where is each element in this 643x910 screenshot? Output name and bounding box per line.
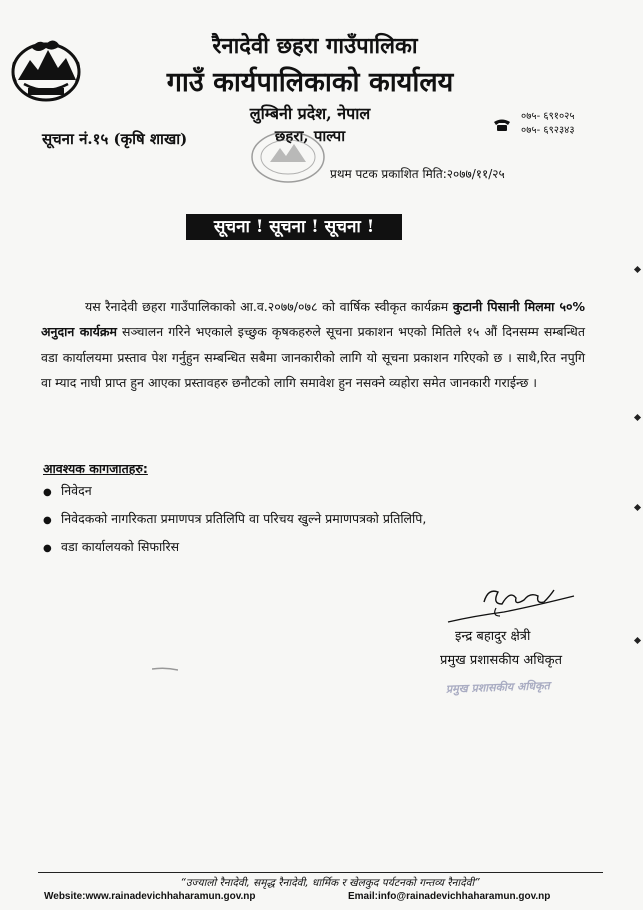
signer-name: इन्द्र बहादुर क्षेत्री	[455, 629, 531, 644]
province-line: लुम्बिनी प्रदेश, नेपाल	[249, 104, 371, 123]
footer-divider	[38, 872, 603, 873]
notice-banner: सूचना ! सूचना ! सूचना !	[186, 214, 402, 240]
bullet-icon: ●	[43, 515, 52, 526]
scan-edge-mark	[634, 414, 641, 421]
signature-icon	[444, 582, 580, 626]
required-documents-heading: आवश्यक कागजातहरु:	[43, 461, 148, 476]
list-item: ● निवेदकको नागरिकता प्रमाणपत्र प्रतिलिपि वा परिचय खुल्ने प्रमाणपत्रको प्रतिलिपि,	[43, 511, 427, 526]
scan-edge-mark	[634, 266, 641, 273]
scan-mark	[152, 667, 178, 671]
official-stamp: प्रमुख प्रशासकीय अधिकृत	[445, 679, 551, 696]
phone-number: ०७५- ६९१०२५	[521, 111, 575, 122]
phone-icon	[493, 118, 511, 132]
nepal-emblem-icon	[8, 32, 84, 104]
list-item: ● वडा कार्यालयको सिफारिस	[43, 539, 180, 554]
org-name: रैनादेवी छहरा गाउँपालिका	[212, 33, 418, 59]
office-stamp-icon	[248, 128, 328, 186]
notice-number: सूचना नं.१५ (कृषि शाखा)	[42, 130, 188, 148]
body-rest: सञ्चालन गरिने भएकाले इच्छुक कृषकहरुले सूचना प्रकाशन भएको मितिले १५ औं दिनसम्म सम्बन्धित वडा कार्यालयमा प्रस्ताव पेश गर्नुहुन सम्बन्धित सबैमा जानकारीको लागि यो सूचना प्रकाशन गरिएको छ । साथै,रित नपुगि वा म्याद नाघी प्राप्त हुन आएका प्रस्तावहरु छनौटको लागि समावेश हुन नसक्ने व्यहोरा समेत जानकारी गराईन्छ ।	[41, 324, 585, 391]
address-line: छहरा, पाल्पा	[274, 127, 346, 145]
required-documents-list	[43, 482, 426, 566]
bullet-icon: ●	[43, 487, 52, 498]
publication-date: प्रथम पटक प्रकाशित मिति:२०७७/११/२५	[330, 167, 505, 181]
program-name: कुटानी पिसानी मिलमा ५०% अनुदान कार्यक्रम	[41, 299, 586, 340]
bullet-icon: ●	[43, 543, 52, 554]
phone-number: ०७५- ६९२३४३	[521, 125, 575, 136]
office-name: गाउँ कार्यपालिकाको कार्यालय	[166, 67, 454, 98]
scan-edge-mark	[634, 504, 641, 511]
email-link[interactable]: Email:info@rainadevichhaharamun.gov.np	[348, 891, 551, 902]
body-intro: यस रैनादेवी छहरा गाउँपालिकाको आ.व.२०७७/०७८ को वार्षिक स्वीकृत कार्यक्रम	[85, 299, 449, 314]
scan-edge-mark	[634, 637, 641, 644]
signer-title: प्रमुख प्रशासकीय अधिकृत	[440, 653, 563, 668]
notice-body	[41, 294, 585, 396]
website-link[interactable]: Website:www.rainadevichhaharamun.gov.np	[44, 891, 256, 902]
phone-numbers	[521, 110, 575, 138]
list-item: ● निवेदन	[43, 483, 92, 498]
footer-slogan: “उज्यालो रैनादेवी, समृद्ध रैनादेवी, धार्मिक र खेलकुद पर्यटनको गन्तव्य रैनादेवी”	[180, 877, 480, 889]
